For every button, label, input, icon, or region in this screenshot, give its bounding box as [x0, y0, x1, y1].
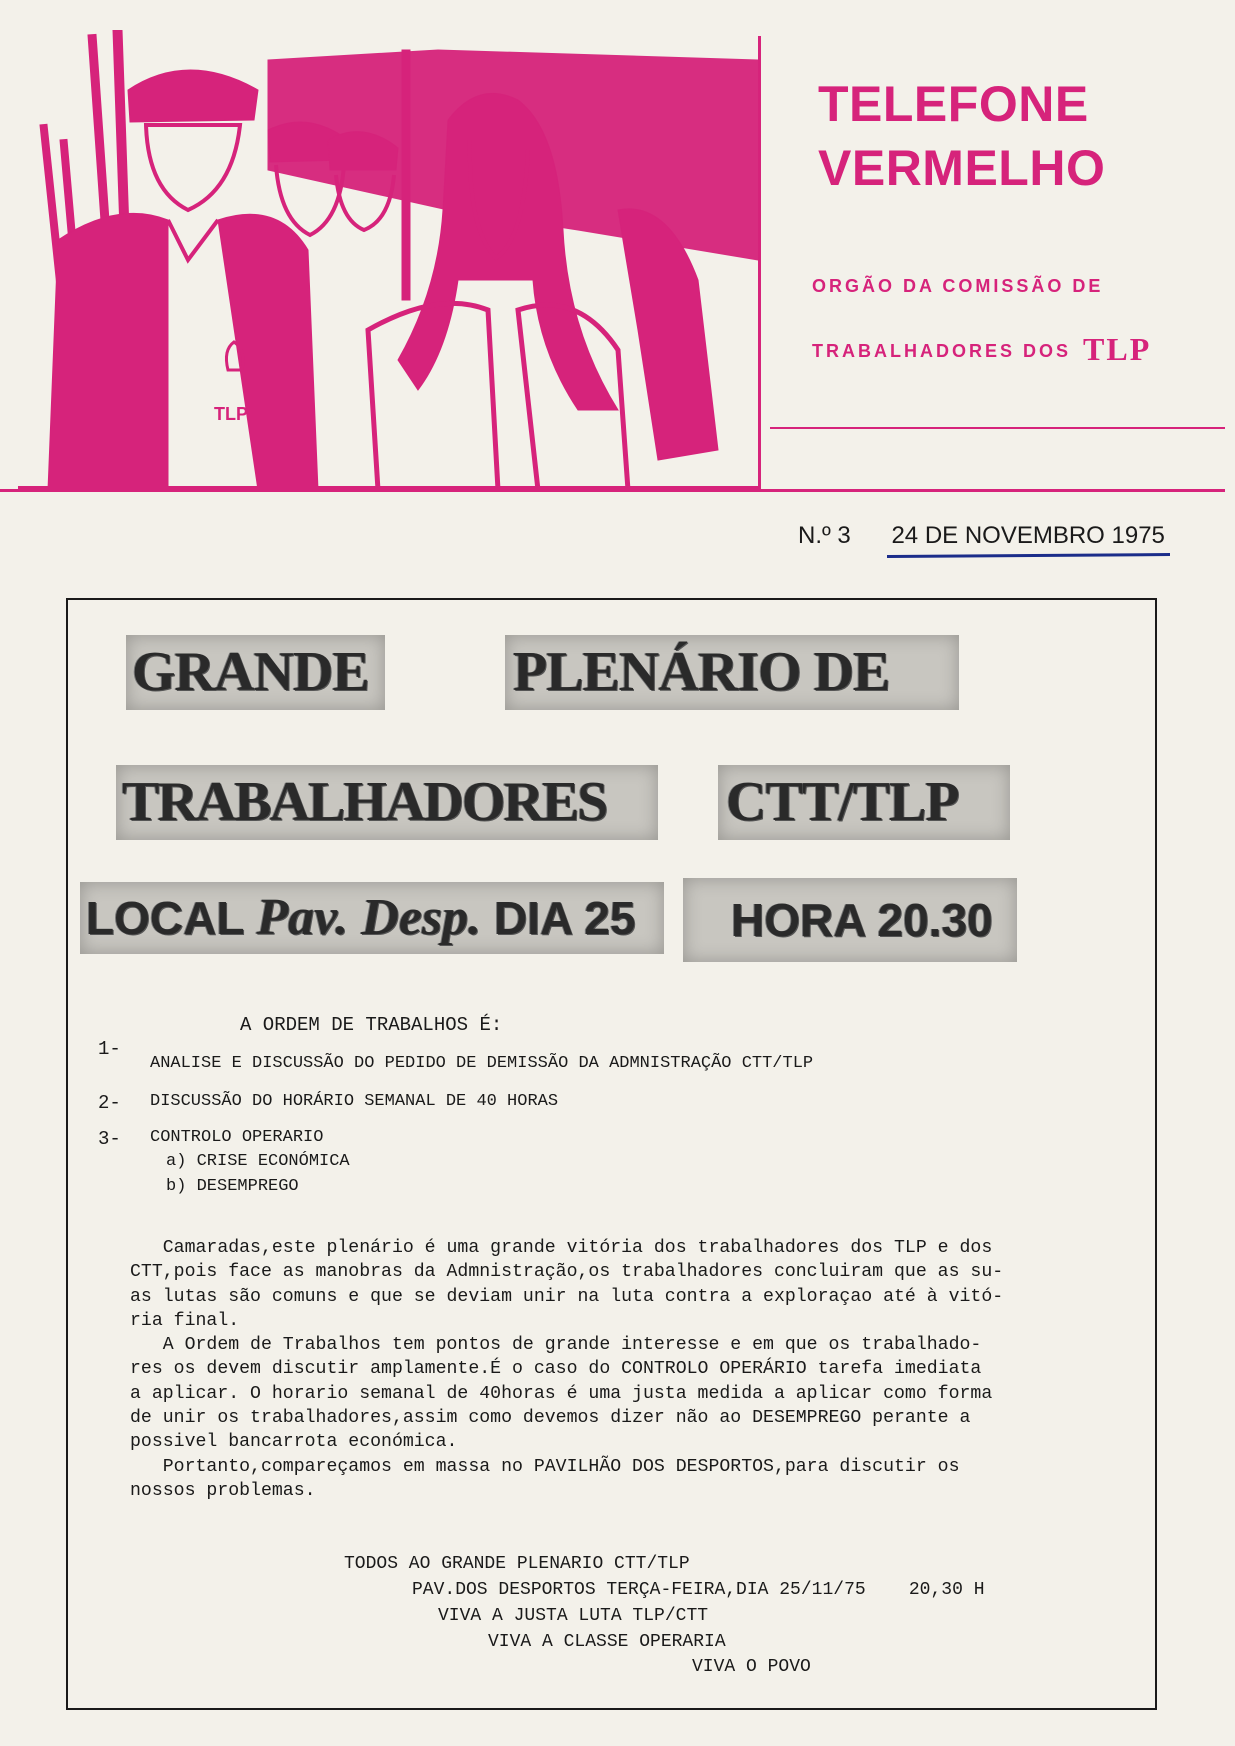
- illustration-tlp-label: TLP: [214, 404, 248, 424]
- banner-day: DIA 25: [493, 892, 636, 944]
- body-line: res os devem discutir amplamente.É o caso do CONTROLO OPERÁRIO tarefa imediata: [130, 1359, 982, 1380]
- agenda-item-number: 2-: [98, 1092, 121, 1114]
- banner-hora: [683, 878, 1017, 962]
- banner-trabalhadores-text: TRABALHADORES: [122, 771, 607, 833]
- body-line: A Ordem de Trabalhos tem pontos de grande interesse e em que os trabalhado-: [130, 1335, 982, 1356]
- body-line: nossos problemas.: [130, 1480, 316, 1501]
- banner-trabalhadores: [116, 765, 658, 840]
- body-line: Portanto,compareçamos em massa no PAVILHÃO DOS DESPORTOS,para discutir os: [130, 1456, 960, 1477]
- workers-illustration: [18, 30, 758, 490]
- agenda-subitem-a: a) CRISE ECONÓMICA: [166, 1152, 350, 1171]
- banner-hora-label: HORA: [731, 894, 865, 946]
- agenda-item-text: ANALISE E DISCUSSÃO DO PEDIDO DE DEMISSÃO DA ADMNISTRAÇÃO CTT/TLP: [150, 1054, 814, 1073]
- agenda-item-number: 3-: [98, 1128, 121, 1150]
- header-right-rule: [770, 427, 1225, 429]
- issue-date-text: 24 DE NOVEMBRO 1975: [891, 522, 1165, 549]
- body-line: CTT,pois face as manobras da Admnistração,os trabalhadores concluiram que as su-: [130, 1262, 1004, 1283]
- masthead-title-line2: VERMELHO: [818, 140, 1106, 196]
- agenda-item-text: DISCUSSÃO DO HORÁRIO SEMANAL DE 40 HORAS: [150, 1092, 559, 1111]
- agenda-subitem-b: b) DESEMPREGO: [166, 1177, 299, 1196]
- banner-grande: [126, 635, 385, 710]
- body-paragraphs: [130, 1236, 1130, 1503]
- banner-grande-text: GRANDE: [132, 641, 369, 703]
- date-underline: [887, 553, 1170, 558]
- agenda-item-number: 1-: [98, 1038, 121, 1060]
- agenda-title: A ORDEM DE TRABALHOS É:: [240, 1014, 503, 1036]
- banner-local-label: LOCAL: [86, 892, 244, 944]
- banner-plenario: [505, 635, 959, 710]
- banner-hora-value: 20.30: [877, 894, 993, 946]
- illustration-figures: [18, 30, 758, 490]
- body-line: as lutas são comuns e que se deviam unir na luta contra a exploraçao até à vitó-: [130, 1286, 1004, 1307]
- masthead-title-line1: TELEFONE: [818, 76, 1089, 132]
- masthead-subtitle-prefix: TRABALHADORES DOS: [812, 341, 1072, 361]
- closing-line: VIVA A CLASSE OPERARIA: [488, 1632, 726, 1652]
- masthead-brand-tlp: TLP: [1083, 331, 1152, 367]
- header-vertical-rule: [758, 36, 761, 490]
- agenda-item-text: CONTROLO OPERARIO: [150, 1128, 324, 1147]
- masthead-subtitle-line1: ORGÃO DA COMISSÃO DE: [812, 276, 1104, 296]
- banner-plenario-text: PLENÁRIO DE: [513, 641, 890, 703]
- issue-line: [798, 522, 1165, 550]
- closing-line: PAV.DOS DESPORTOS TERÇA-FEIRA,DIA 25/11/75 20,30 H: [412, 1580, 985, 1600]
- issue-date: [891, 522, 1164, 549]
- body-line: possivel bancarrota económica.: [130, 1432, 458, 1453]
- issue-number: N.º 3: [798, 522, 851, 549]
- body-line: ria final.: [130, 1310, 240, 1331]
- masthead-title: [818, 72, 1178, 200]
- closing-line: VIVA A JUSTA LUTA TLP/CTT: [438, 1606, 709, 1626]
- banner-local-value: Pav. Desp.: [256, 889, 482, 946]
- banner-ctt-tlp-text: CTT/TLP: [726, 771, 959, 833]
- banner-local: [80, 882, 664, 954]
- masthead-subtitle-line2: [812, 331, 1151, 368]
- body-line: a aplicar. O horario semanal de 40horas é uma justa medida a aplicar como forma: [130, 1383, 993, 1404]
- header-bottom-rule: [0, 489, 1225, 492]
- body-line: Camaradas,este plenário é uma grande vitória dos trabalhadores dos TLP e dos: [130, 1238, 993, 1258]
- body-line: de unir os trabalhadores,assim como devemos dizer não ao DESEMPREGO perante a: [130, 1408, 971, 1429]
- closing-line: VIVA O POVO: [692, 1657, 811, 1677]
- banner-ctt-tlp: [718, 765, 1010, 840]
- closing-line: TODOS AO GRANDE PLENARIO CTT/TLP: [344, 1554, 690, 1574]
